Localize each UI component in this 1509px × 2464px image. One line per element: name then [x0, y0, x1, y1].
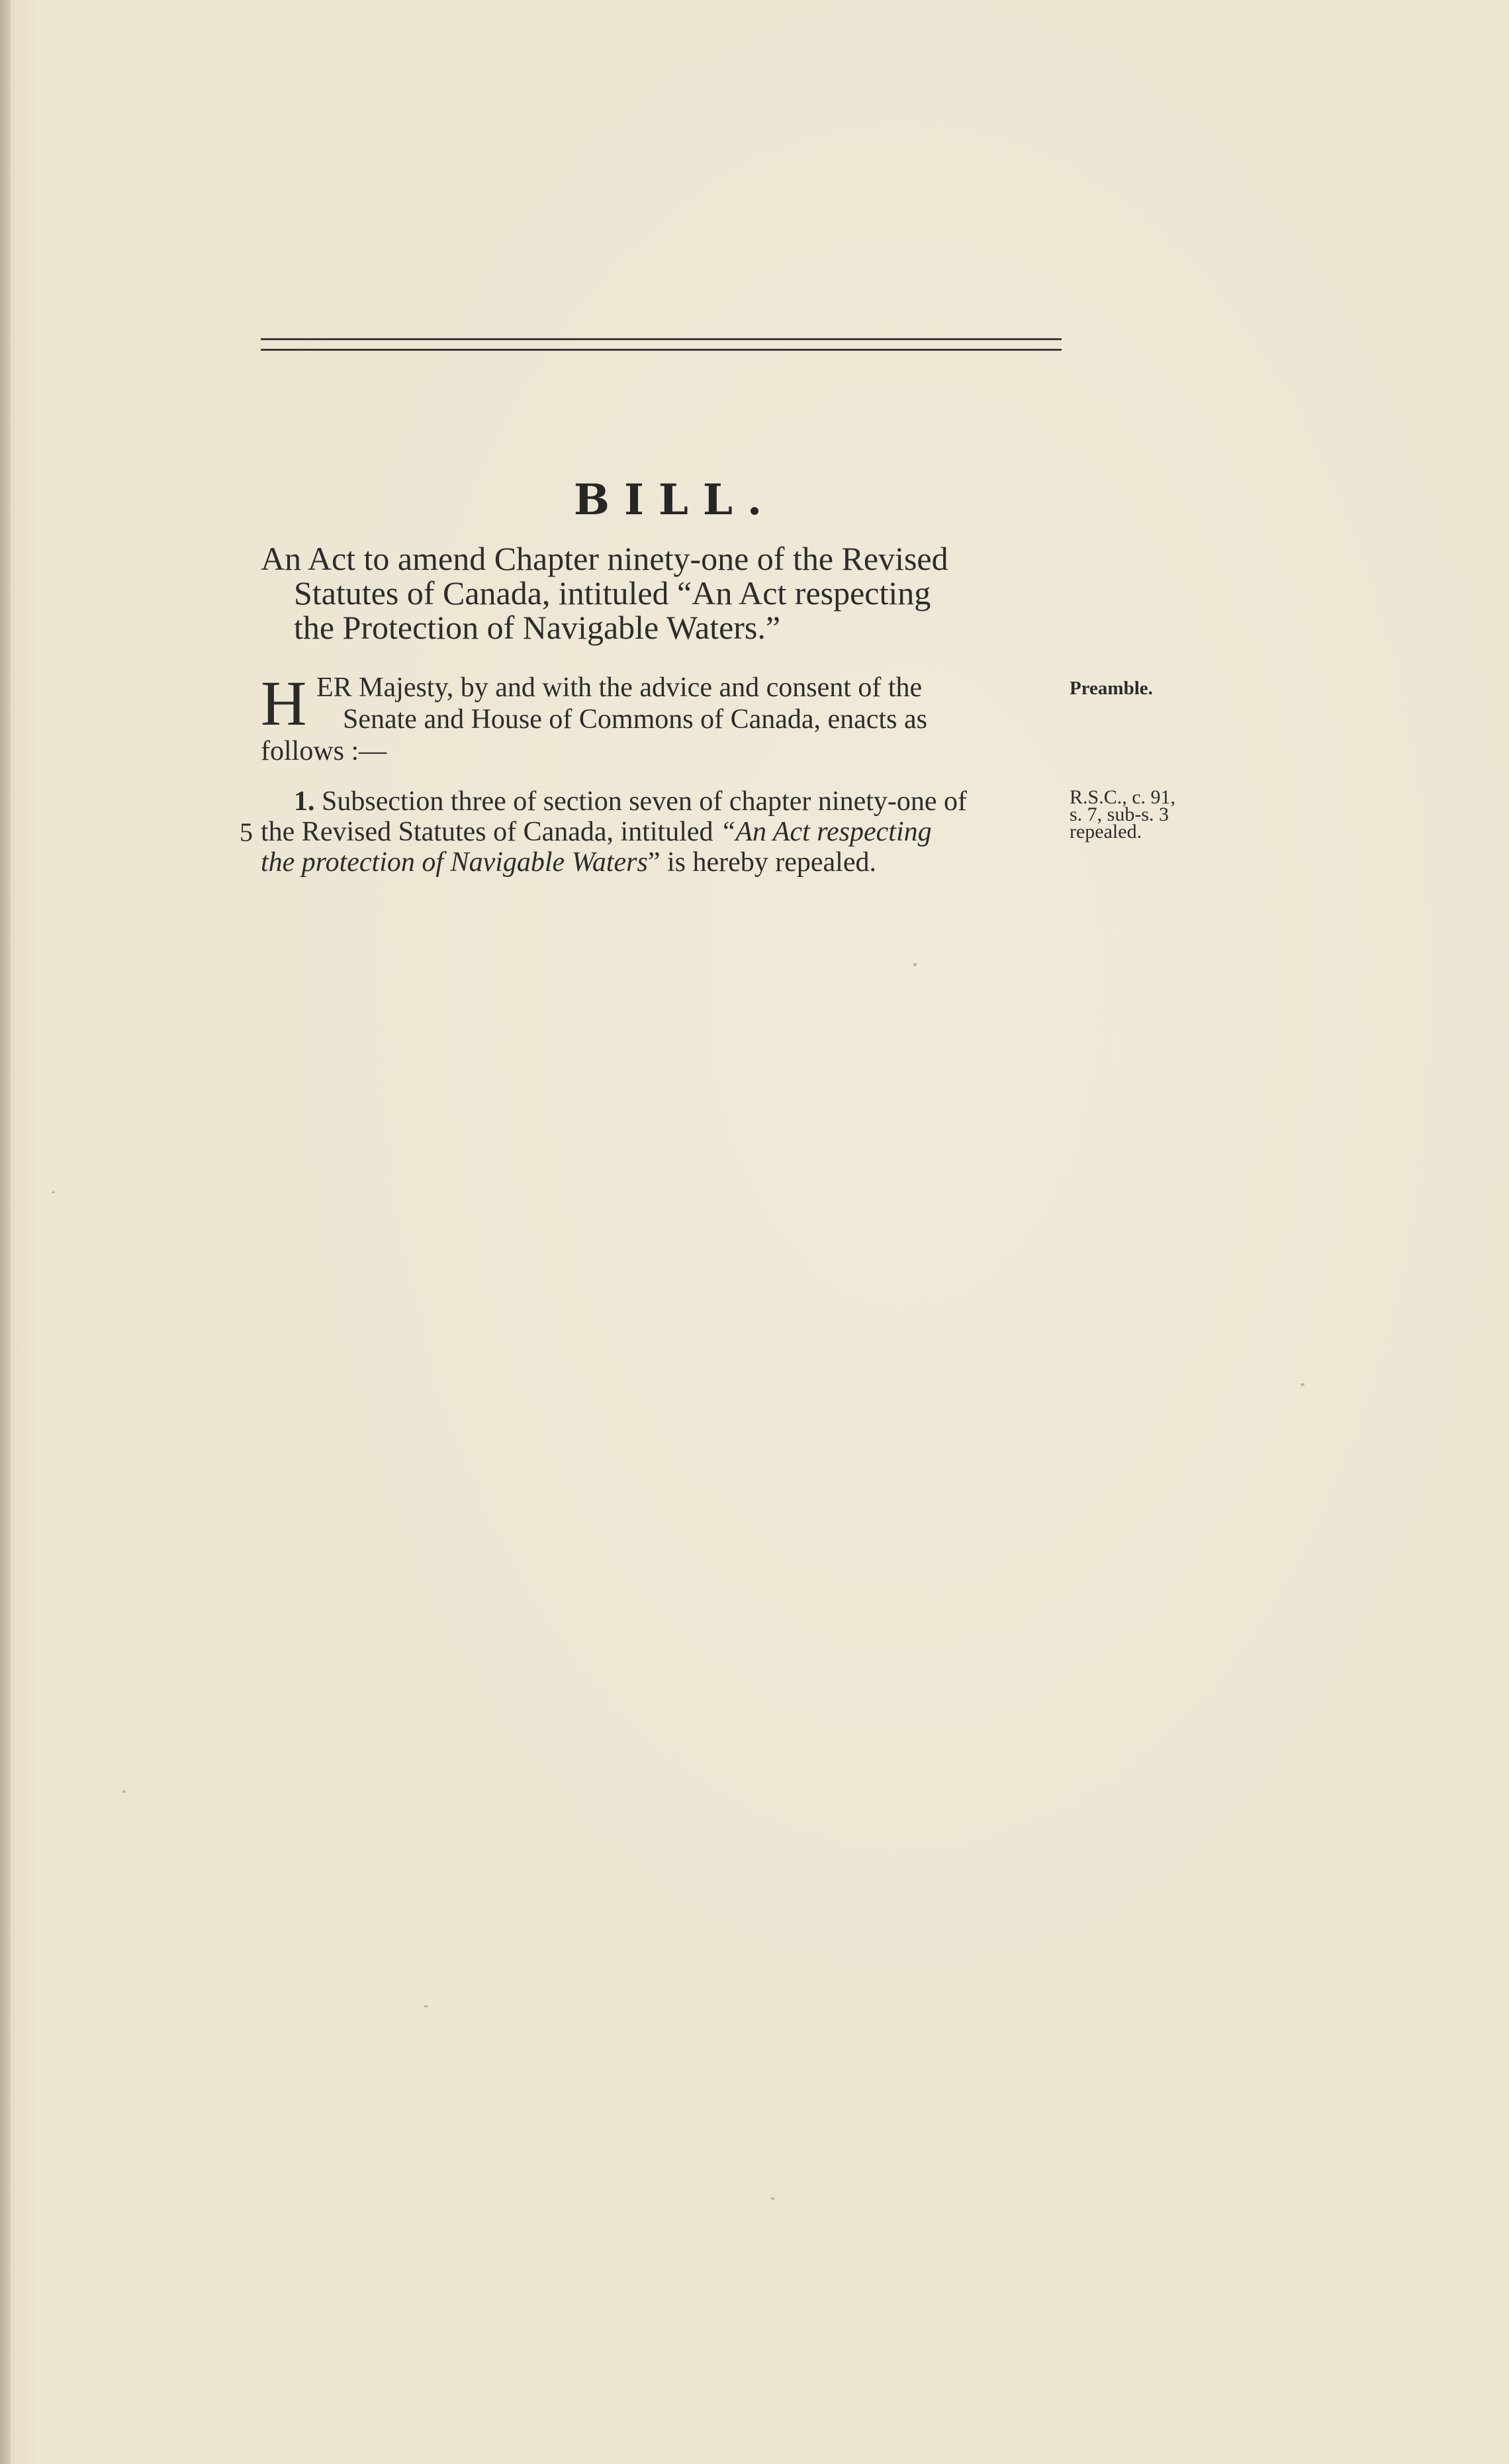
- preamble-line-3: follows :—: [261, 736, 387, 766]
- paper-speck: [122, 1790, 126, 1793]
- margin-note-preamble: Preamble.: [1070, 678, 1153, 699]
- section-1-line-3-roman: ” is hereby repealed.: [647, 847, 876, 878]
- act-title: [261, 541, 1081, 645]
- paper-speck: [52, 1191, 55, 1193]
- section-1-paragraph: [261, 786, 1075, 878]
- preamble-line-1: ER Majesty, by and with the advice and consent of the: [316, 672, 923, 703]
- paper-speck: [1301, 1383, 1304, 1386]
- preamble-line-2: Senate and House of Commons of Canada, enacts as: [343, 704, 927, 735]
- preamble-paragraph: [261, 668, 1075, 767]
- drop-cap: H: [261, 668, 307, 739]
- section-1-line-2-roman: the Revised Statutes of Canada, intituled: [261, 817, 721, 847]
- margin-note-rsc-line-1: R.S.C., c. 91,: [1070, 786, 1176, 808]
- bill-heading: BILL.: [573, 475, 777, 525]
- paper-speck: [771, 2197, 774, 2200]
- top-rule-lower: [261, 349, 1062, 351]
- section-number: 1.: [294, 786, 315, 817]
- section-1-line-1-text: Subsection three of section seven of chapter ninety-one of: [322, 786, 968, 817]
- section-1-line-3-italic: the protection of Navigable Waters: [261, 847, 648, 878]
- margin-note-rsc: [1070, 786, 1176, 843]
- section-1-line-3: [261, 847, 1075, 878]
- top-rule-upper: [261, 338, 1062, 340]
- act-title-line-1: An Act to amend Chapter ninety-one of the Revised: [261, 540, 948, 577]
- section-1-line-1: [261, 786, 1075, 817]
- act-title-line-2: Statutes of Canada, intituled “An Act respecting: [294, 574, 931, 612]
- section-1-line-2: [261, 817, 1075, 847]
- act-title-line-3: the Protection of Navigable Waters.”: [294, 609, 781, 646]
- page-spine-shadow: [0, 0, 11, 2464]
- paper-speck: [913, 963, 917, 966]
- paper-speck: [424, 2005, 428, 2007]
- margin-note-rsc-line-2: s. 7, sub-s. 3: [1070, 803, 1169, 825]
- line-number-5: 5: [240, 817, 253, 847]
- margin-note-rsc-line-3: repealed.: [1070, 821, 1142, 843]
- section-1-line-2-italic: “An Act respecting: [720, 817, 932, 847]
